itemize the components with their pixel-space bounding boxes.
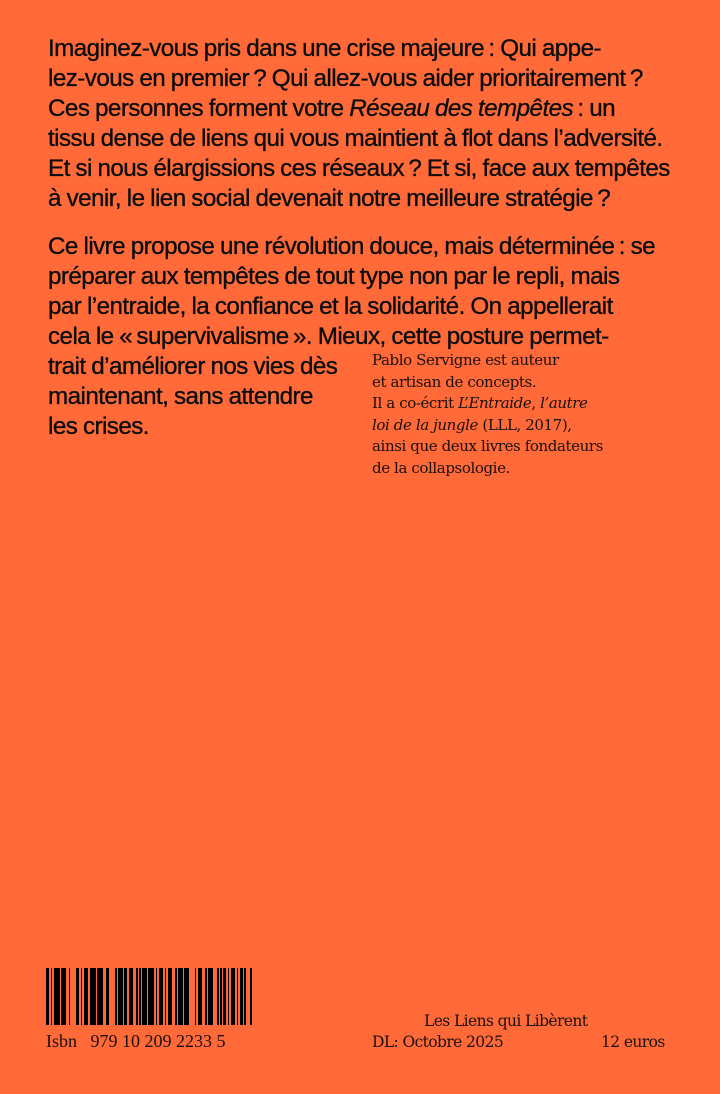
blurb-line: à venir, le lien social devenait notre meilleure stratégie ? (48, 185, 611, 212)
bio-line: de la collapsologie. (372, 458, 510, 477)
bio-text: , (531, 394, 541, 412)
blurb-text: : un (573, 95, 616, 122)
barcode-icon (46, 968, 252, 1025)
bio-text: Il a co-écrit (372, 394, 459, 412)
blurb-line: cela le « supervivalisme ». Mieux, cette posture permet- (48, 323, 609, 350)
blurb-line: les crises. (48, 413, 149, 440)
bio-line (372, 415, 603, 437)
price: 12 euros (601, 1033, 665, 1051)
blurb-line: Et si nous élargissions ces réseaux ? Et si, face aux tempêtes (48, 155, 670, 182)
book-title-italic: L’Entraide (458, 394, 532, 412)
bio-line: ainsi que deux livres fondateurs (372, 437, 603, 455)
barcode-bar (250, 968, 252, 1025)
bio-line (372, 393, 603, 415)
isbn-number: 979 10 209 2233 5 (90, 1031, 226, 1051)
blurb-line: maintenant, sans attendre (48, 383, 313, 410)
bio-line: Pablo Servigne est auteur (372, 351, 559, 369)
isbn (46, 1030, 226, 1052)
bio-line: et artisan de concepts. (372, 372, 537, 391)
blurb-line (48, 94, 688, 124)
book-title-italic: l’autre (540, 394, 588, 412)
isbn-label: Isbn (46, 1031, 77, 1051)
blurb-paragraph-1 (48, 34, 688, 214)
blurb-line: Ce livre propose une révolution douce, mais déterminée : se (48, 233, 656, 260)
blurb-line: par l’entraide, la confiance et la solidarité. On appellerait (48, 293, 613, 320)
bio-text: (LLL, 2017), (478, 415, 572, 434)
blurb-line: préparer aux tempêtes de tout type non par le repli, mais (48, 263, 620, 290)
blurb-line: trait d’améliorer nos vies dès (48, 353, 338, 380)
author-bio (372, 350, 603, 479)
blurb-line: lez-vous en premier ? Qui allez-vous aider prioritairement ? (48, 65, 643, 92)
network-title-italic: Réseau des tempêtes (349, 95, 574, 122)
blurb-line: Imaginez-vous pris dans une crise majeure : Qui appe- (48, 35, 601, 62)
book-title-italic: loi de la jungle (372, 415, 478, 434)
publisher-name: Les Liens qui Libèrent (424, 1012, 588, 1030)
legal-deposit: DL: Octobre 2025 (372, 1033, 504, 1051)
blurb-line: tissu dense de liens qui vous maintient à flot dans l’adversité. (48, 125, 663, 152)
blurb-text: Ces personnes forment votre (48, 95, 350, 122)
